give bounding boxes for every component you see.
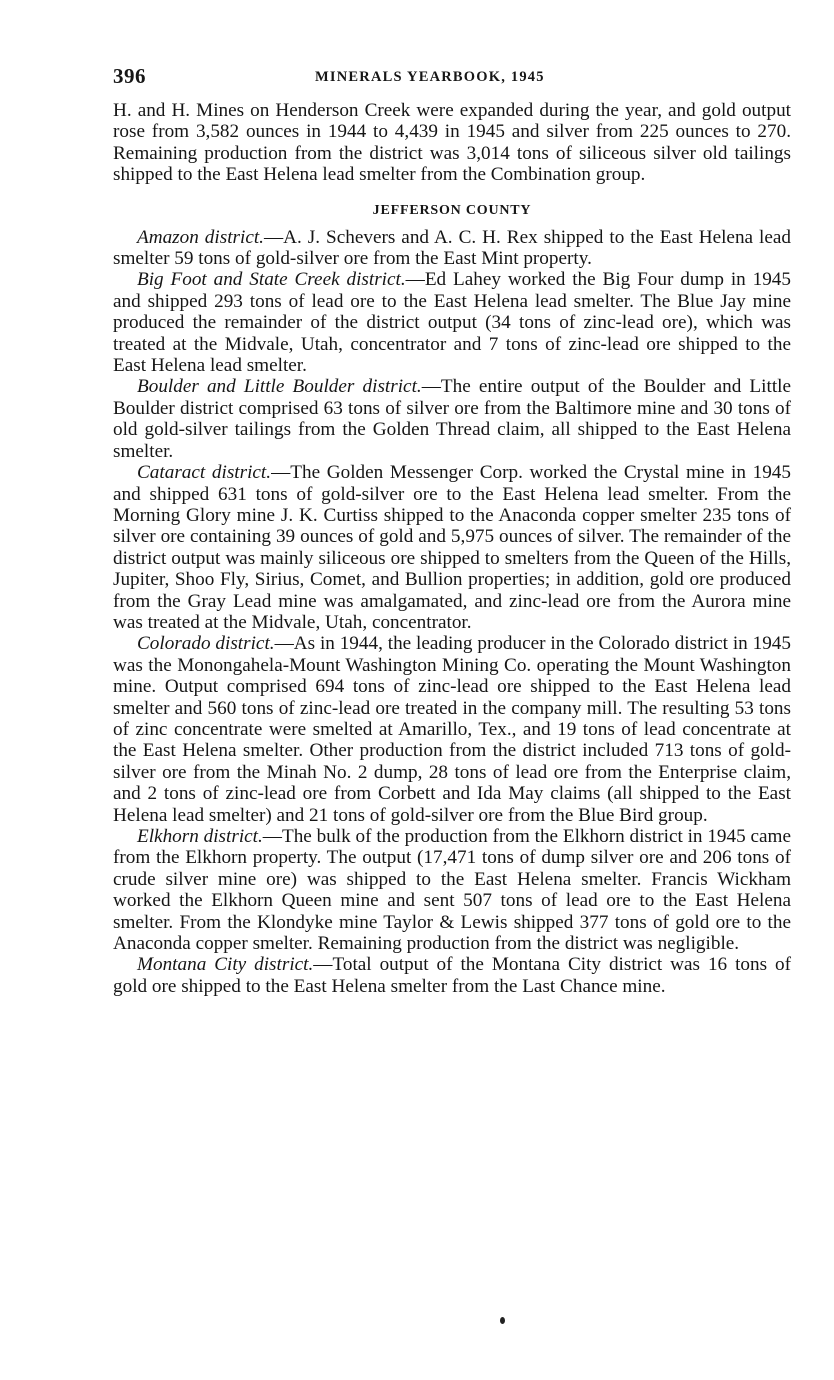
document-page: [113, 60, 791, 997]
district-text: —The Golden Messenger Corp. worked the Crystal mine in 1945 and shipped 631 tons of gold-silver ore to the East Helena lead smelter. From the Morning Glory mine J. K. Curtiss shipped to the Anaconda copper smelter 235 tons of silver ore containing 39 ounces of gold and 5,975 ounces of silver. The remainder of the district output was mainly siliceous ore shipped to smelters from the Queen of the Hills, Jupiter, Shoo Fly, Sirius, Comet, and Bullion properties; in addition, gold ore produced from the Gray Lead mine was amalgamated, and zinc-lead ore from the Aurora mine was treated at the Midvale, Utah, concentrator.: [113, 462, 791, 633]
district-paragraph-elkhorn: [113, 826, 791, 954]
district-name: Montana City district.: [137, 954, 314, 976]
page-header: [113, 60, 791, 100]
running-title: MINERALS YEARBOOK, 1945: [315, 69, 545, 85]
page-mark: [500, 1317, 505, 1324]
district-paragraph-big-foot: [113, 269, 791, 376]
district-paragraph-montana-city: [113, 954, 791, 997]
district-name: Colorado district.: [137, 633, 275, 655]
district-text: —As in 1944, the leading producer in the Colorado district in 1945 was the Monongahela-Mount Washington Mining Co. operating the Mount Washington mine. Output comprised 694 tons of zinc-lead ore shipped to the East Helena lead smelter and 560 tons of zinc-lead ore treated in the company mill. The resulting 53 tons of zinc concentrate were smelted at Amarillo, Tex., and 19 tons of lead concentrate at the East Helena smelter. Other production from the district included 713 tons of gold-silver ore from the Minah No. 2 dump, 28 tons of lead ore from the Enterprise claim, and 2 tons of zinc-lead ore from Corbett and Ida May claims (all shipped to the East Helena lead smelter) and 21 tons of gold-silver ore from the Blue Bird group.: [113, 633, 791, 826]
district-name: Elkhorn district.: [137, 826, 263, 847]
district-name: Cataract district.: [137, 462, 272, 484]
district-name: Amazon district.: [137, 226, 264, 248]
district-text: —A. J. Schevers and A. C. H. Rex shipped to the East Helena lead smelter 59 tons of gold-silver ore from the East Mint property.: [113, 226, 791, 270]
district-text: —Ed Lahey worked the Big Four dump in 1945 and shipped 293 tons of lead ore to the East Helena lead smelter. The Blue Jay mine produced the remainder of the district output (34 tons of zinc-lead ore), which was treated at the Midvale, Utah, concentrator and 7 tons of zinc-lead ore shipped to the East Helena lead smelter.: [113, 269, 791, 377]
district-text: —The entire output of the Boulder and Little Boulder district comprised 63 tons of silver ore from the Baltimore mine and 30 tons of old gold-silver tailings from the Golden Thread claim, all shipped to the East Helena smelter.: [113, 376, 791, 462]
district-paragraph-cataract: [113, 462, 791, 633]
district-text: —The bulk of the production from the Elkhorn district in 1945 came from the Elkhorn property. The output (17,471 tons of dump silver ore and 206 tons of crude silver mine ore) was shipped to the East Helena smelter. Francis Wickham worked the Elkhorn Queen mine and sent 507 tons of lead ore to the East Helena smelter. From the Klondyke mine Taylor & Lewis shipped 377 tons of gold ore to the Anaconda copper smelter. Remaining production from the district was negligible.: [113, 826, 791, 955]
district-paragraph-amazon: [113, 227, 791, 270]
section-heading: JEFFERSON COUNTY: [372, 202, 532, 218]
district-name: Big Foot and State Creek district.: [137, 269, 406, 291]
intro-paragraph: H. and H. Mines on Henderson Creek were expanded during the year, and gold output rose from 3,582 ounces in 1944 to 4,439 in 1945 and silver from 225 ounces to 270. Remaining production from the district was 3,014 tons of siliceous silver old tailings shipped to the East Helena lead smelter from the Combination group.: [113, 100, 791, 186]
page-number: 396: [113, 64, 146, 88]
district-paragraph-boulder: [113, 376, 791, 462]
district-name: Boulder and Little Boulder district.: [137, 376, 422, 398]
district-paragraph-colorado: [113, 633, 791, 826]
district-text: —Total output of the Montana City district was 16 tons of gold ore shipped to the East Helena smelter from the Last Chance mine.: [113, 954, 791, 997]
